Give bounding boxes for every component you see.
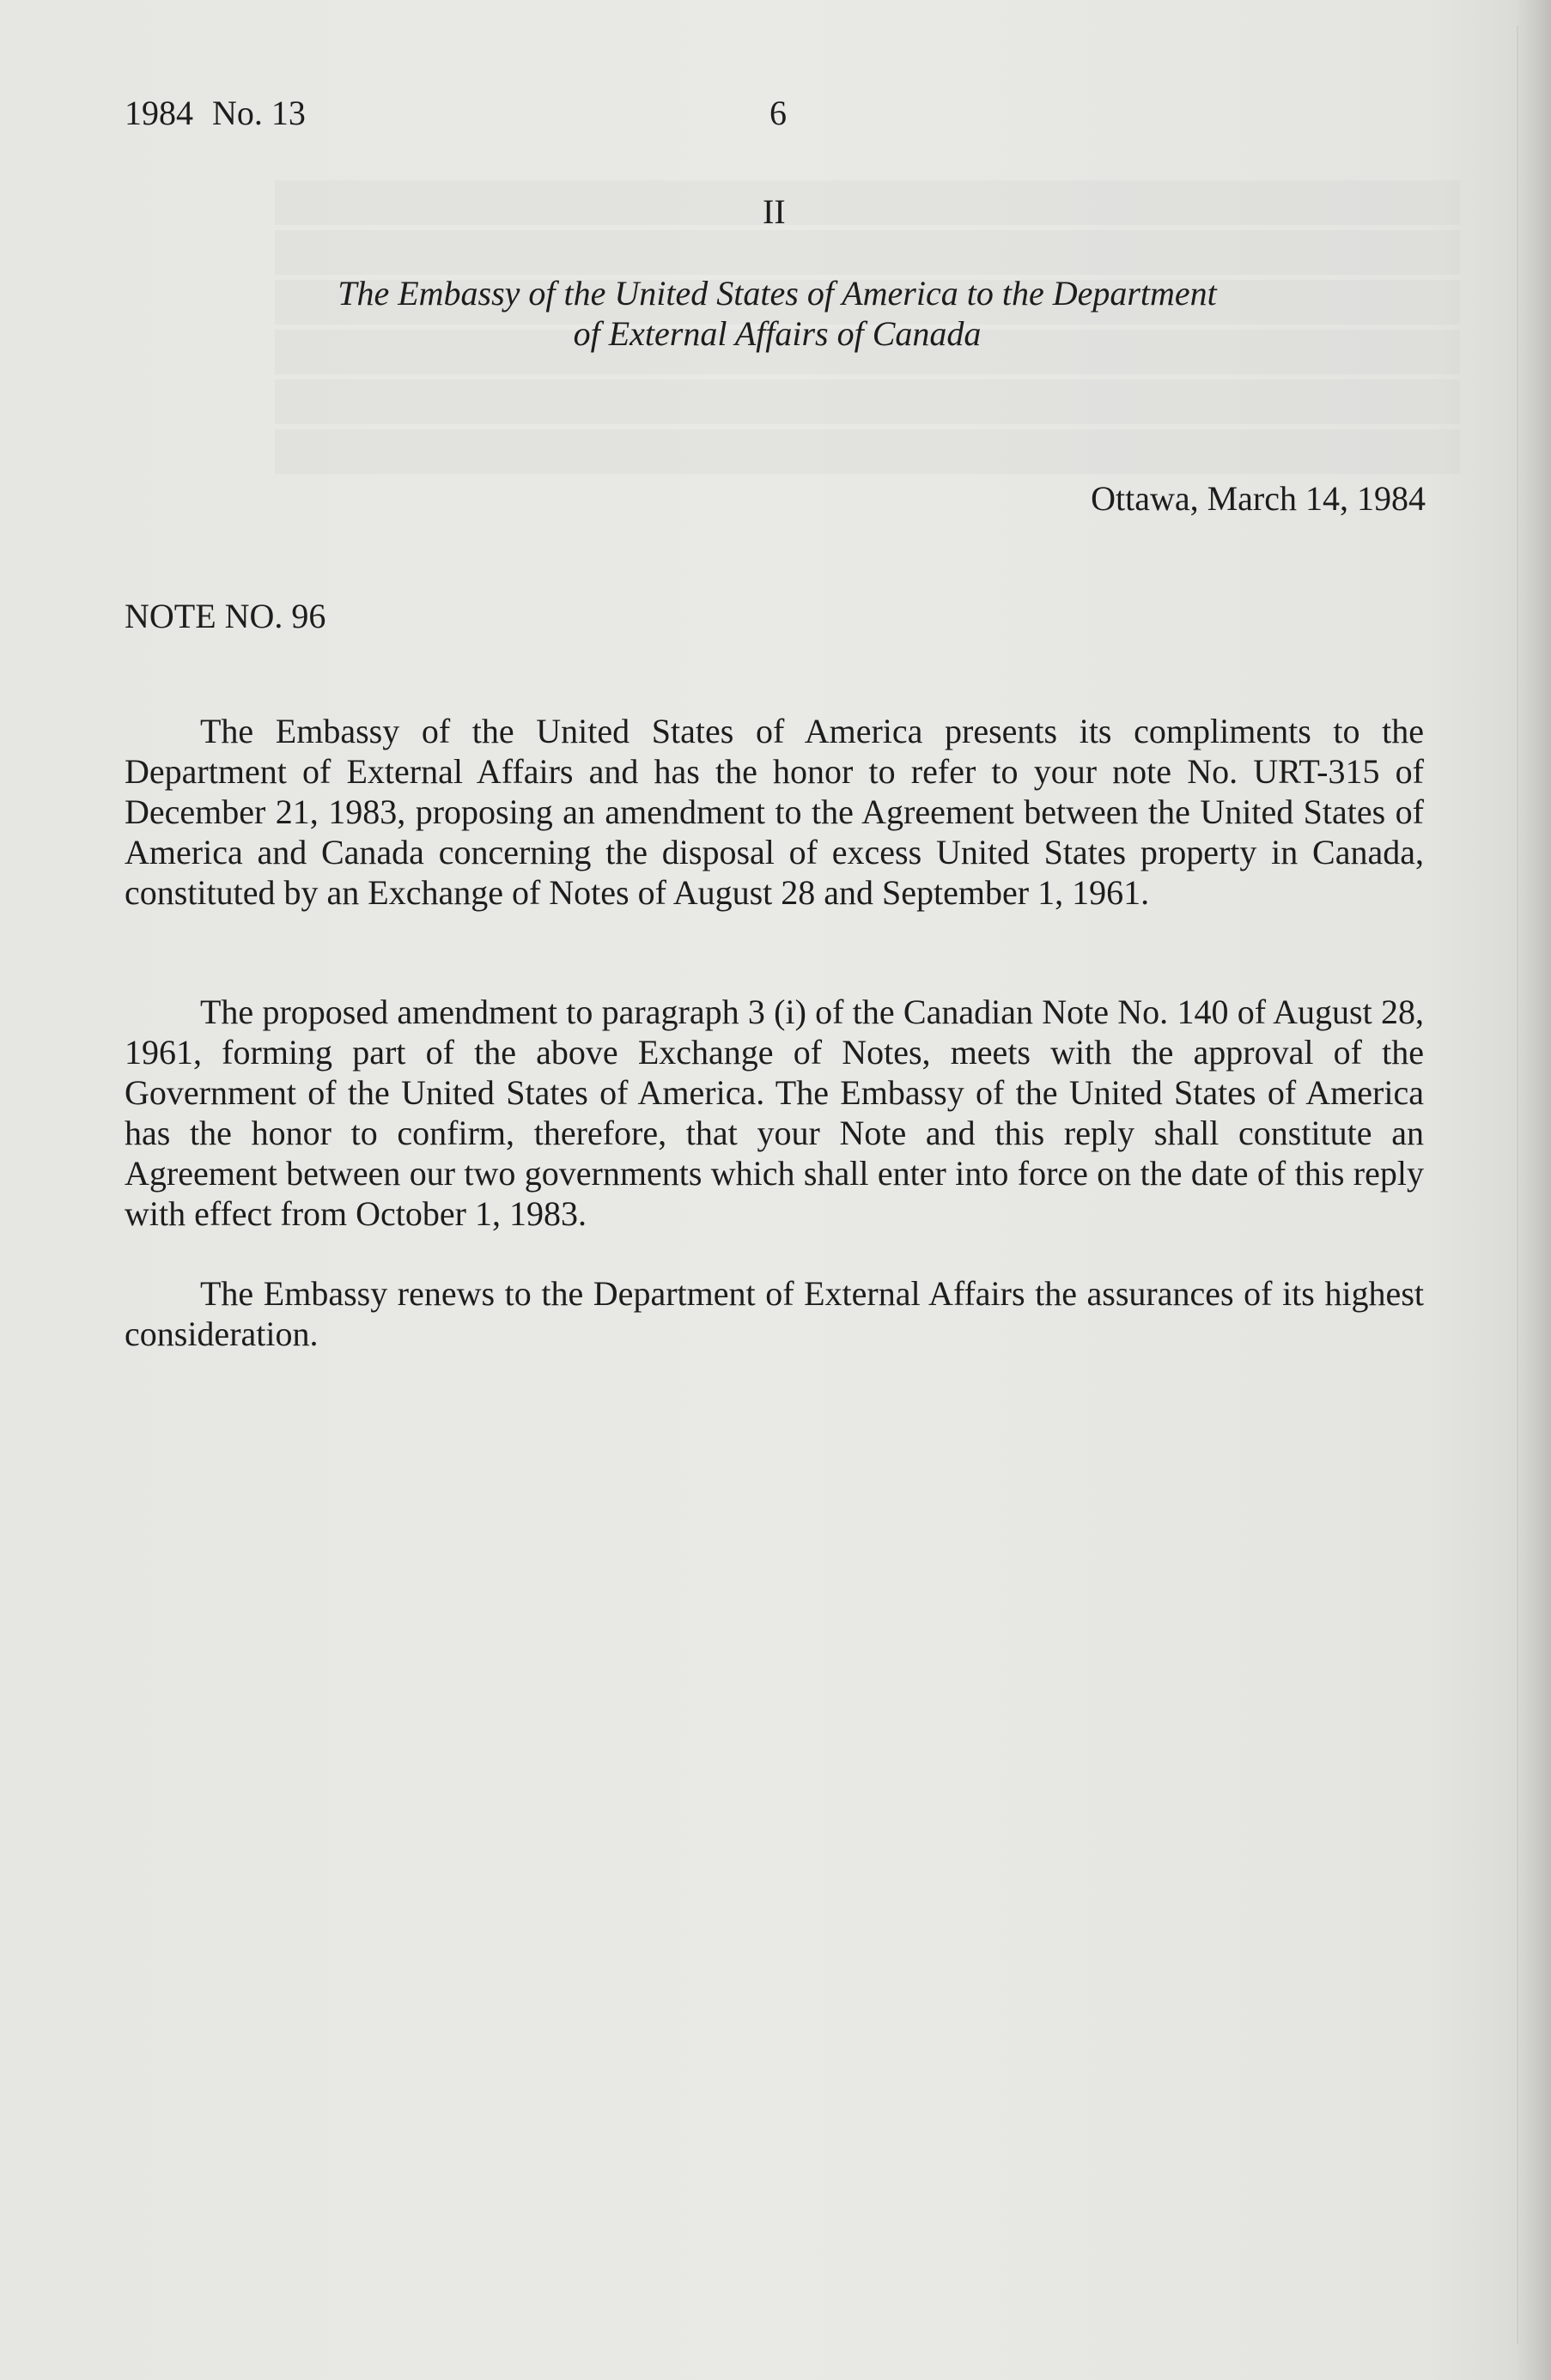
note-number: NOTE NO. 96: [125, 597, 326, 635]
page-edge-line: [1517, 26, 1518, 2344]
header-year: 1984: [125, 94, 193, 132]
page-number: 6: [769, 94, 787, 132]
page-edge-shadow: [1517, 0, 1551, 2380]
date-line: Ottawa, March 14, 1984: [1091, 479, 1426, 518]
heading-line-1: The Embassy of the United States of America to the Department: [338, 274, 1217, 313]
body-paragraph-1: The Embassy of the United States of America presents its compliments to the Department of External Affairs and has the honor to refer to your note No. URT-315 of December 21, 1983, proposing an amendment to the Agreement between the United States of America and Canada concerning the disposal of excess United States property in Canada, constituted by an Exchange of Notes of August 28 and September 1, 1961.: [125, 712, 1424, 912]
document-heading: [172, 273, 1383, 354]
heading-line-2: of External Affairs of Canada: [573, 314, 982, 353]
body-paragraph-2: The proposed amendment to paragraph 3 (i) of the Canadian Note No. 140 of August 28, 1961, forming part of the above Exchange of Notes, meets with the approval of the Government of the United States of America. The Embassy of the United States of America has the honor to confirm, therefore, that your Note and this reply shall constitute an Agreement between our two governments which shall enter into force on the date of this reply with effect from October 1, 1983.: [125, 993, 1424, 1233]
running-header: [125, 93, 306, 133]
section-number: II: [763, 192, 786, 231]
header-number: No. 13: [212, 94, 306, 132]
body-paragraph-3: The Embassy renews to the Department of External Affairs the assurances of its highest consideration.: [125, 1274, 1424, 1353]
